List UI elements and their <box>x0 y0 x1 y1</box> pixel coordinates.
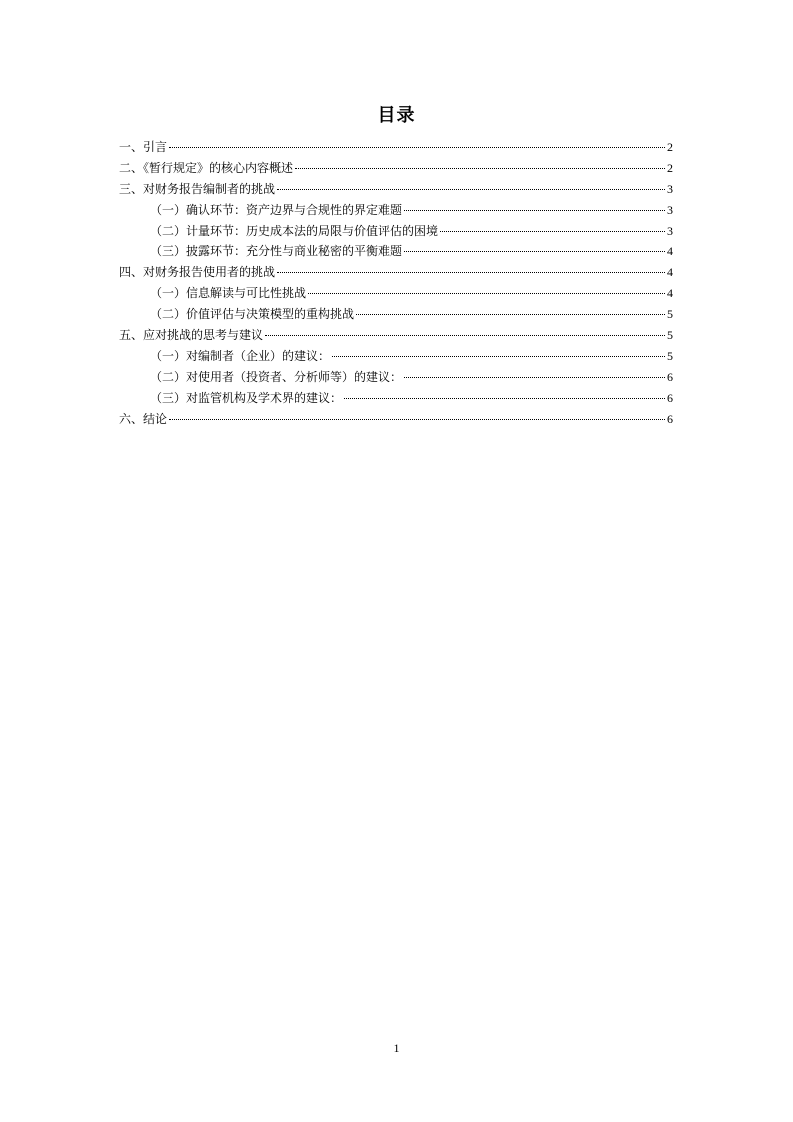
toc-entry-label: （二）对使用者（投资者、分析师等）的建议： <box>150 369 403 384</box>
toc-entry[interactable] <box>119 262 673 283</box>
toc-entry-page: 3 <box>667 223 673 238</box>
toc-entry[interactable] <box>119 283 673 304</box>
toc-entry[interactable] <box>119 304 673 325</box>
toc-dot-leader <box>356 314 665 315</box>
toc-entry-label: 四、对财务报告使用者的挑战 <box>119 265 276 280</box>
toc-entry-label: （二）计量环节：历史成本法的局限与价值评估的困境 <box>150 223 439 238</box>
toc-entry[interactable] <box>119 179 673 200</box>
toc-dot-leader <box>404 377 665 378</box>
toc-entry-page: 4 <box>667 244 673 259</box>
toc-entry[interactable] <box>119 221 673 242</box>
toc-entry-label: （三）对监管机构及学术界的建议： <box>150 390 343 405</box>
toc-entry-page: 6 <box>667 411 673 426</box>
toc-dot-leader <box>169 419 665 420</box>
toc-entry-label: 六、结论 <box>119 411 168 426</box>
toc-dot-leader <box>277 189 665 190</box>
page-number: 1 <box>393 1041 400 1055</box>
toc-entry-page: 2 <box>667 140 673 154</box>
toc-entry-page: 5 <box>667 348 673 363</box>
toc-entry-page: 5 <box>667 307 673 322</box>
toc-dot-leader <box>265 335 665 336</box>
toc-entry-page: 4 <box>667 265 673 280</box>
toc-entry-page: 6 <box>667 369 673 384</box>
toc-entry[interactable] <box>119 158 673 179</box>
toc-entry[interactable] <box>119 325 673 346</box>
toc-entry-label: 三、对财务报告编制者的挑战 <box>119 181 276 196</box>
table-of-contents <box>119 137 673 429</box>
toc-entry-label: （一）确认环节：资产边界与合规性的界定难题 <box>150 202 403 217</box>
toc-entry[interactable] <box>119 200 673 221</box>
toc-entry[interactable] <box>119 388 673 409</box>
toc-entry[interactable] <box>119 241 673 262</box>
toc-entry-page: 6 <box>667 390 673 405</box>
toc-entry[interactable] <box>119 409 673 430</box>
toc-dot-leader <box>332 356 665 357</box>
toc-dot-leader <box>277 272 665 273</box>
toc-dot-leader <box>308 293 665 294</box>
toc-entry[interactable] <box>119 346 673 367</box>
toc-entry-label: 五、应对挑战的思考与建议 <box>119 328 264 343</box>
toc-entry-label: 二、《暂行规定》的核心内容概述 <box>119 160 294 175</box>
toc-entry-label: （一）对编制者（企业）的建议： <box>150 348 331 363</box>
toc-dot-leader <box>344 398 665 399</box>
toc-title: 目录 <box>377 105 416 126</box>
toc-dot-leader <box>404 251 665 252</box>
toc-entry-page: 4 <box>667 286 673 301</box>
toc-dot-leader <box>404 210 665 211</box>
toc-entry-label: （二）价值评估与决策模型的重构挑战 <box>150 307 355 322</box>
toc-entry-label: （三）披露环节：充分性与商业秘密的平衡难题 <box>150 244 403 259</box>
toc-entry-label: 一、引言 <box>119 140 168 154</box>
toc-entry-label: （一）信息解读与可比性挑战 <box>150 286 307 301</box>
toc-entry-page: 3 <box>667 202 673 217</box>
toc-entry[interactable] <box>119 367 673 388</box>
toc-entry-page: 2 <box>667 160 673 175</box>
toc-dot-leader <box>440 231 665 232</box>
toc-entry-page: 3 <box>667 181 673 196</box>
toc-entry[interactable] <box>119 137 673 158</box>
toc-dot-leader <box>295 168 665 169</box>
toc-dot-leader <box>169 147 665 148</box>
toc-entry-page: 5 <box>667 328 673 343</box>
